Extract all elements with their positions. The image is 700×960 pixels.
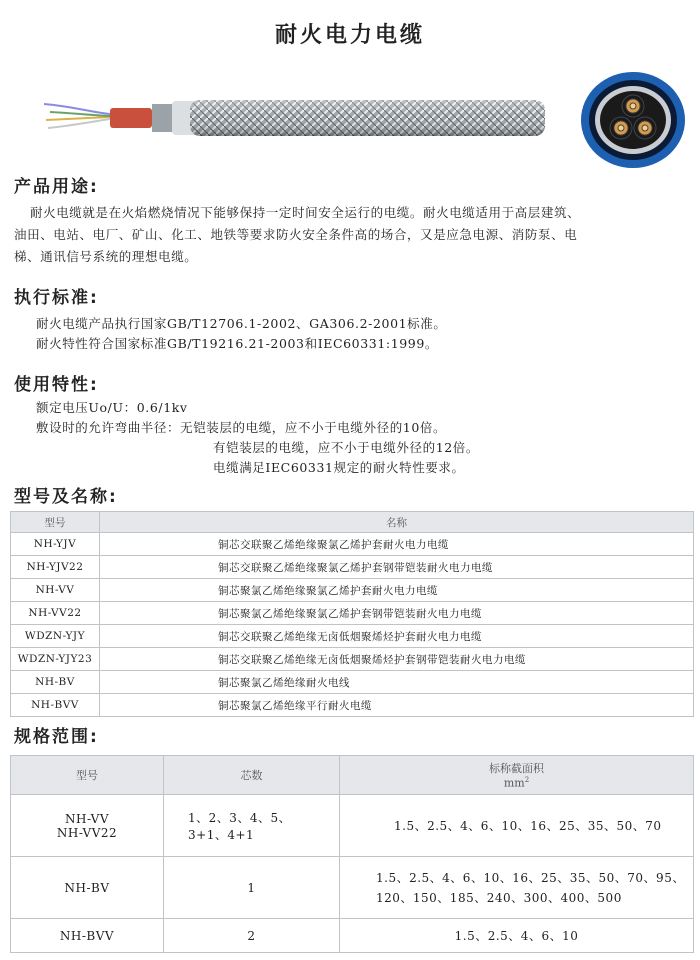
usage-line-3: 梯、通讯信号系统的理想电缆。 (14, 249, 198, 264)
model-name: 铜芯交联聚乙烯绝缘无卤低烟聚烯烃护套耐火电力电缆 (100, 625, 694, 648)
table-row (11, 579, 694, 602)
model-name: 铜芯聚氯乙烯绝缘耐火电线 (100, 671, 694, 694)
models-header-name: 名称 (100, 512, 694, 533)
table-row (11, 694, 694, 717)
model-name: 铜芯交联聚乙烯绝缘聚氯乙烯护套耐火电力电缆 (100, 533, 694, 556)
features-line-4: 电缆满足IEC60331规定的耐火特性要求。 (213, 460, 465, 475)
spec-model-line: NH-BVV (59, 928, 115, 943)
model-name: 铜芯聚氯乙烯绝缘平行耐火电缆 (100, 694, 694, 717)
spec-cores-line: 2 (247, 928, 256, 943)
models-table-header (11, 512, 694, 533)
models-table (10, 511, 694, 717)
section-heading-models: 型号及名称: (14, 487, 118, 507)
spec-table-header (11, 756, 694, 795)
model-code: WDZN-YJY23 (11, 648, 100, 671)
model-name: 铜芯交联聚乙烯绝缘无卤低烟聚烯烃护套钢带铠装耐火电力电缆 (100, 648, 694, 671)
table-row (11, 671, 694, 694)
model-code: NH-VV (11, 579, 100, 602)
features-line-3: 有铠装层的电缆，应不小于电缆外径的12倍。 (213, 440, 480, 455)
table-row (11, 919, 694, 953)
section-heading-features: 使用特性: (14, 375, 99, 395)
spec-model (11, 795, 164, 857)
table-row (11, 625, 694, 648)
spec-model (11, 857, 164, 919)
table-row (11, 556, 694, 579)
model-name: 铜芯聚氯乙烯绝缘聚氯乙烯护套耐火电力电缆 (100, 579, 694, 602)
model-code: NH-BV (11, 671, 100, 694)
spec-section-line: 1.5、2.5、4、6、10、16、25、35、50、70、95、 (376, 870, 685, 885)
spec-model-line: NH-VV (65, 811, 109, 826)
cable-photo (40, 86, 550, 148)
spec-header-model: 型号 (11, 756, 164, 795)
model-name: 铜芯聚氯乙烯绝缘聚氯乙烯护套钢带铠装耐火电力电缆 (100, 602, 694, 625)
spec-section (340, 919, 694, 953)
spec-section (340, 795, 694, 857)
model-code: NH-BVV (11, 694, 100, 717)
spec-header-section-label: 标称截面积 (489, 762, 544, 776)
usage-line-2: 油田、电站、电厂、矿山、化工、地铁等要求防火安全条件高的场合，又是应急电源、消防泵、电 (14, 227, 578, 242)
spec-cores-line: 3+1、4+1 (188, 827, 255, 842)
spec-header-unit (341, 776, 692, 790)
cable-cross-section (578, 70, 688, 170)
spec-section-line: 1.5、2.5、4、6、10、16、25、35、50、70 (394, 819, 662, 833)
table-row (11, 795, 694, 857)
table-row (11, 857, 694, 919)
model-name: 铜芯交联聚乙烯绝缘聚氯乙烯护套钢带铠装耐火电力电缆 (100, 556, 694, 579)
spec-header-section (340, 756, 694, 795)
section-heading-usage: 产品用途: (14, 177, 99, 197)
standard-line-1: 耐火电缆产品执行国家GB/T12706.1-2002、GA306.2-2001标准。 (36, 316, 447, 331)
standard-line-2: 耐火特性符合国家标准GB/T19216.21-2003和IEC60331:1999。 (36, 336, 439, 351)
spec-header-cores: 芯数 (164, 756, 340, 795)
spec-cores-line: 1、2、3、4、5、 (188, 810, 292, 825)
spec-model (11, 919, 164, 953)
spec-cores-line: 1 (247, 880, 256, 895)
model-code: NH-VV22 (11, 602, 100, 625)
model-code: NH-YJV (11, 533, 100, 556)
table-row (11, 533, 694, 556)
features-line-2: 敷设时的允许弯曲半径：无铠装层的电缆，应不小于电缆外径的10倍。 (36, 420, 447, 435)
spec-model-line: NH-BV (64, 880, 110, 895)
section-heading-spec: 规格范围: (14, 727, 99, 747)
spec-section-line: 120、150、185、240、300、400、500 (376, 890, 622, 905)
model-code: NH-YJV22 (11, 556, 100, 579)
spec-section-line: 1.5、2.5、4、6、10 (454, 929, 579, 943)
unit-sup: 2 (524, 776, 530, 785)
models-header-model: 型号 (11, 512, 100, 533)
spec-cores (164, 795, 340, 857)
table-row (11, 602, 694, 625)
spec-section (340, 857, 694, 919)
spec-model-line: NH-VV22 (56, 825, 118, 840)
spec-cores (164, 857, 340, 919)
unit-text: mm (503, 776, 525, 790)
page-title: 耐火电力电缆 (274, 23, 425, 48)
spec-table (10, 755, 694, 953)
section-heading-standard: 执行标准: (14, 288, 99, 308)
table-row (11, 648, 694, 671)
spec-cores (164, 919, 340, 953)
model-code: WDZN-YJY (11, 625, 100, 648)
features-line-1: 额定电压Uo/U：0.6/1kv (36, 400, 188, 415)
usage-line-1: 耐火电缆就是在火焰燃烧情况下能够保持一定时间安全运行的电缆。耐火电缆适用于高层建筑、 (30, 205, 581, 220)
